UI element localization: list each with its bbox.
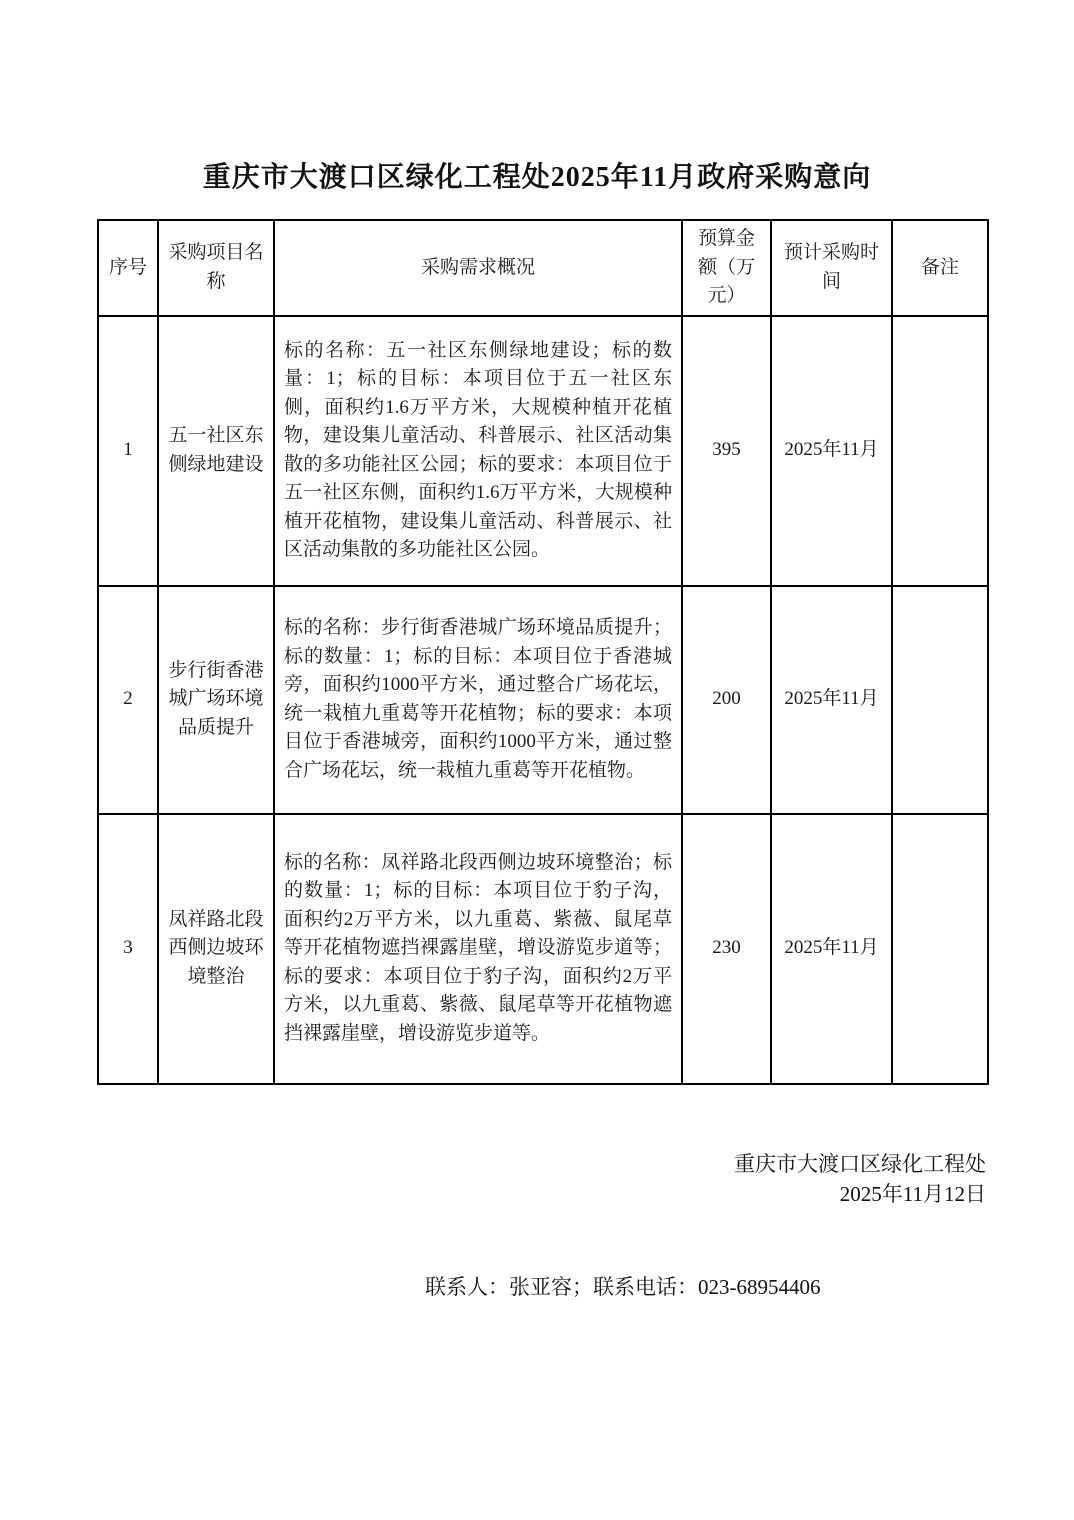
page-title: 重庆市大渡口区绿化工程处2025年11月政府采购意向 [202,162,872,193]
header-budget: 预算金额（万元） [682,220,771,316]
cell-seq: 1 [98,316,158,586]
header-project-name: 采购项目名称 [158,220,274,316]
table-header-row [98,220,988,316]
cell-remark [892,814,988,1084]
cell-budget: 200 [682,586,771,814]
procurement-table [97,219,989,1085]
cell-budget: 230 [682,814,771,1084]
table-row [98,316,988,586]
header-time: 预计采购时间 [771,220,892,316]
signature-block [97,1149,986,1210]
cell-budget: 395 [682,316,771,586]
cell-overview: 标的名称：步行街香港城广场环境品质提升；标的数量：1；标的目标：本项目位于香港城旁，面积约1000平方米，通过整合广场花坛，统一栽植九重葛等开花植物；标的要求：本项目位于香港城旁，面积约1000平方米，通过整合广场花坛，统一栽植九重葛等开花植物。 [274,586,682,814]
cell-remark [892,586,988,814]
cell-project-name: 五一社区东侧绿地建设 [158,316,274,586]
cell-overview: 标的名称：五一社区东侧绿地建设；标的数量：1；标的目标：本项目位于五一社区东侧，面积约1.6万平方米，大规模种植开花植物，建设集儿童活动、科普展示、社区活动集散的多功能社区公园；标的要求：本项目位于五一社区东侧，面积约1.6万平方米，大规模种植开花植物，建设集儿童活动、科普展示、社区活动集散的多功能社区公园。 [274,316,682,586]
table-row [98,586,988,814]
cell-overview: 标的名称：凤祥路北段西侧边坡环境整治；标的数量：1；标的目标：本项目位于豹子沟，面积约2万平方米，以九重葛、紫薇、鼠尾草等开花植物遮挡裸露崖壁，增设游览步道等；标的要求：本项目位于豹子沟，面积约2万平方米，以九重葛、紫薇、鼠尾草等开花植物遮挡裸露崖壁，增设游览步道等。 [274,814,682,1084]
cell-time: 2025年11月 [771,814,892,1084]
header-overview: 采购需求概况 [274,220,682,316]
header-seq: 序号 [98,220,158,316]
table-row [98,814,988,1084]
cell-remark [892,316,988,586]
cell-seq: 2 [98,586,158,814]
signature-org: 重庆市大渡口区绿化工程处 [734,1151,986,1176]
header-remark: 备注 [892,220,988,316]
cell-project-name: 凤祥路北段西侧边坡环境整治 [158,814,274,1084]
cell-project-name: 步行街香港城广场环境品质提升 [158,586,274,814]
cell-time: 2025年11月 [771,316,892,586]
signature-date: 2025年11月12日 [839,1181,986,1206]
contact-info: 联系人：张亚容；联系电话：023-68954406 [425,1275,821,1300]
cell-time: 2025年11月 [771,586,892,814]
cell-seq: 3 [98,814,158,1084]
